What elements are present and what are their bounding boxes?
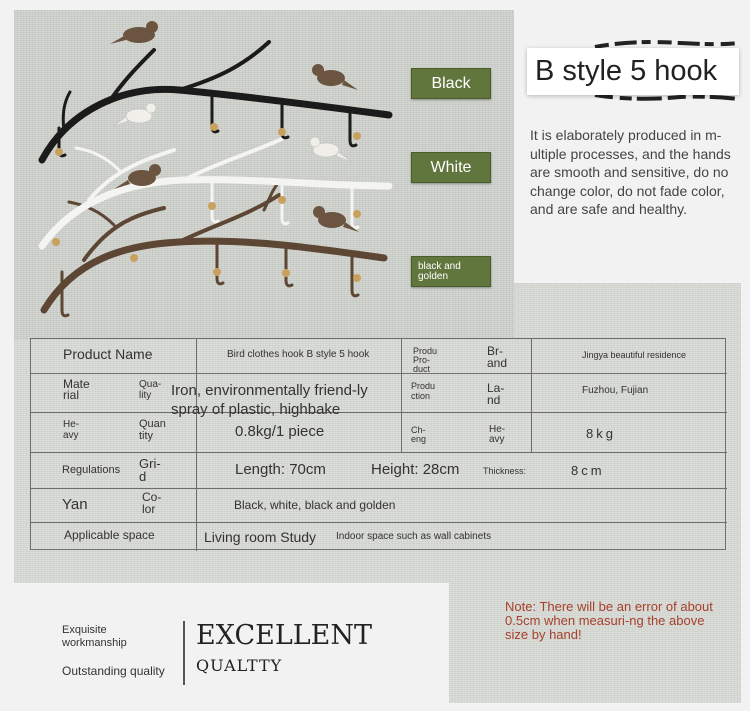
bird-icon (312, 64, 358, 90)
value-land: Fuzhou, Fujian (582, 385, 649, 396)
swatch-black-label: Black (431, 74, 471, 92)
label-quality: Qua- lity (139, 379, 162, 401)
measurement-note: Note: There will be an error of about 0.5cm when measuri-ng the above size by hand! (505, 599, 713, 642)
value-applicable-space: Indoor space such as wall cabinets (336, 531, 492, 542)
label-production: Produ ction (411, 381, 436, 401)
label-cheng: Ch- eng (411, 425, 427, 444)
value-quantity: 0.8kg/1 piece (235, 423, 325, 440)
table-row-divider (31, 522, 727, 523)
swatch-white-label: White (430, 158, 472, 176)
label-product-name: Product Name (63, 346, 153, 362)
product-title-text: B style 5 hook (535, 55, 718, 87)
value-weight: 8kg (586, 426, 616, 441)
label-product: Produ Pro- duct (413, 346, 438, 374)
swatch-white[interactable] (411, 152, 491, 183)
label-quantity: Quan tity (139, 418, 166, 442)
quality-subheading: QUALTTY (196, 656, 283, 675)
excellent-heading: EXCELLENT (196, 620, 373, 651)
exquisite-workmanship-label: Exquisite workmanship (62, 624, 127, 649)
value-height: Height: 28cm (371, 461, 460, 478)
label-heavy-2: He- avy (489, 424, 506, 445)
divider-bar (183, 621, 185, 685)
black-branch-hook (42, 42, 389, 160)
label-color: Co- lor (142, 490, 162, 516)
table-col-divider (401, 339, 402, 452)
swatch-black[interactable] (411, 68, 491, 99)
swatch-black-and-golden[interactable] (411, 256, 491, 287)
swatch-black-golden-label: black and golden (418, 260, 461, 282)
value-length: Length: 70cm (235, 461, 326, 478)
product-title (527, 48, 739, 95)
table-row-divider (31, 373, 727, 374)
table-row-divider (31, 488, 727, 489)
label-regulations: Regulations (62, 464, 121, 476)
label-yan: Yan (62, 496, 88, 513)
bird-icon (110, 21, 158, 44)
label-heavy: He- avy (63, 419, 80, 441)
table-col-divider (196, 339, 197, 551)
label-material: Mate rial (63, 377, 90, 402)
product-description: It is elaborately produced in m-ultiple processes, and the hands are smooth and sensitive, do no change color, do not fade color, and are safe and healthy. (530, 127, 731, 217)
table-col-divider (531, 339, 532, 452)
value-material: Iron, environmentally friend-ly spray of plastic, highbake (171, 382, 368, 418)
spec-table (30, 338, 726, 550)
value-thickness: 8cm (571, 463, 605, 478)
outstanding-quality-label: Outstanding quality (62, 664, 165, 678)
value-color: Black, white, black and golden (234, 498, 396, 512)
bird-icon (310, 137, 352, 162)
label-land: La- nd (487, 381, 505, 407)
value-product-name: Bird clothes hook B style 5 hook (227, 349, 370, 360)
gold-knobs (130, 254, 361, 282)
label-grid: Gri- d (139, 456, 161, 484)
table-row-divider (31, 452, 727, 453)
label-applicable-space: Applicable space (64, 528, 155, 542)
label-brand: Br- and (487, 344, 508, 370)
value-brand: Jingya beautiful residence (582, 350, 687, 360)
value-space-rooms: Living room Study (204, 529, 317, 545)
label-thickness: Thickness: (483, 466, 527, 476)
bird-icon (114, 103, 156, 126)
